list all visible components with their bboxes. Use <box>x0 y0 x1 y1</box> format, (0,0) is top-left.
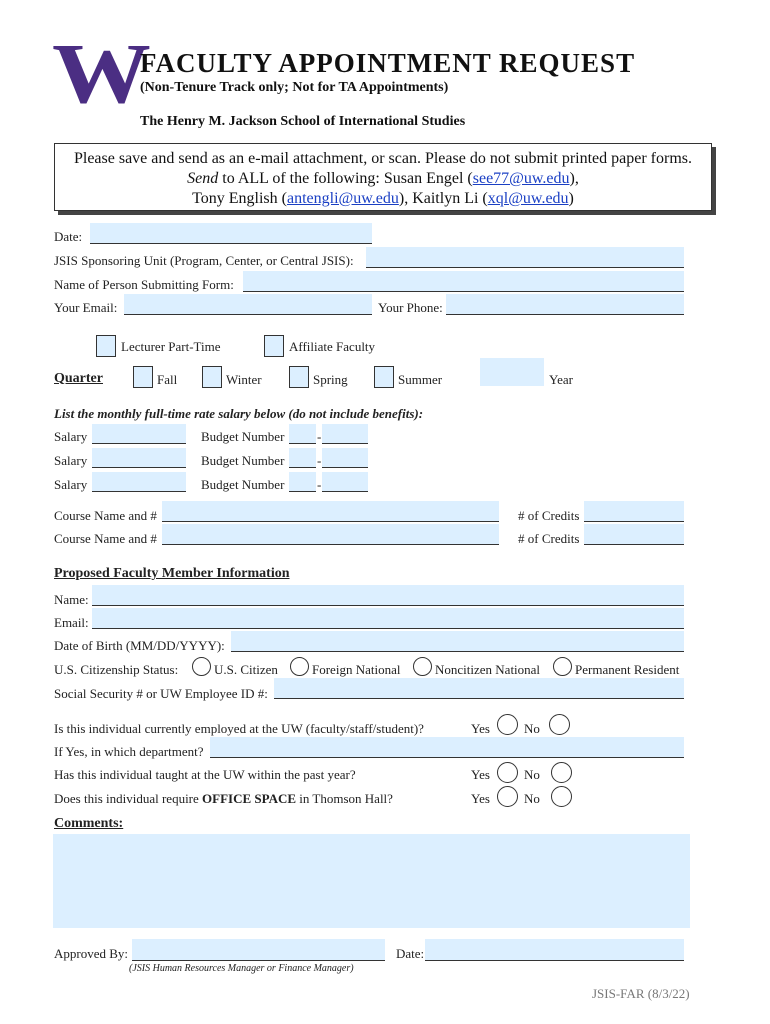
sponsoring-unit-field[interactable] <box>366 247 684 268</box>
year-label: Year <box>549 372 573 387</box>
us-citizen-radio[interactable] <box>192 657 211 676</box>
page-subtitle: (Non-Tenure Track only; Not for TA Appointments) <box>140 80 449 95</box>
email-link-english[interactable]: antengli@uw.edu <box>286 190 399 207</box>
ssn-label: Social Security # or UW Employee ID #: <box>54 686 268 701</box>
email-link-engel[interactable]: see77@uw.edu <box>472 170 570 187</box>
budget-number-suffix-field[interactable] <box>322 424 368 444</box>
office-space-question <box>54 791 393 807</box>
us-citizen-label: U.S. Citizen <box>214 662 278 677</box>
office-question-text: Does this individual require <box>54 791 203 806</box>
your-phone-field[interactable] <box>446 294 684 315</box>
taught-no-radio[interactable] <box>551 762 572 783</box>
affiliate-label: Affiliate Faculty <box>289 339 376 354</box>
page-title: FACULTY APPOINTMENT REQUEST <box>140 48 636 78</box>
department-field[interactable] <box>210 737 684 758</box>
employed-question: Is this individual currently employed at the UW (faculty/staff/student)? <box>54 721 424 736</box>
notice-line-3 <box>55 189 711 209</box>
taught-yes-radio[interactable] <box>497 762 518 783</box>
email-field[interactable] <box>92 608 684 629</box>
salary-field[interactable] <box>92 472 186 492</box>
budget-dash: - <box>317 453 322 468</box>
credits-field[interactable] <box>584 524 684 545</box>
fall-checkbox[interactable] <box>133 366 153 388</box>
credits-label: # of Credits <box>518 508 580 523</box>
school-name: The Henry M. Jackson School of International Studies <box>140 114 466 129</box>
office-no-label: No <box>524 791 540 806</box>
summer-label: Summer <box>398 372 443 387</box>
citizenship-label: U.S. Citizenship Status: <box>54 662 179 677</box>
employed-no-radio[interactable] <box>549 714 570 735</box>
affiliate-checkbox[interactable] <box>264 335 284 357</box>
approval-date-label: Date: <box>396 946 425 961</box>
employed-no-label: No <box>524 721 540 736</box>
budget-number-prefix-field[interactable] <box>289 448 316 468</box>
notice-text: ) <box>568 190 574 207</box>
salary-field[interactable] <box>92 448 186 468</box>
salary-label: Salary <box>54 429 88 444</box>
notice-text: Tony English ( <box>192 190 287 207</box>
dob-label: Date of Birth (MM/DD/YYYY): <box>54 638 225 653</box>
salary-field[interactable] <box>92 424 186 444</box>
credits-label: # of Credits <box>518 531 580 546</box>
notice-line-1: Please save and send as an e-mail attachment, or scan. Please do not submit printed paper forms. <box>73 150 693 167</box>
email-label: Email: <box>54 615 89 630</box>
name-field[interactable] <box>92 585 684 606</box>
notice-text: ), Kaitlyn Li ( <box>398 190 488 207</box>
form-id: JSIS-FAR (8/3/22) <box>592 986 690 1001</box>
permanent-resident-label: Permanent Resident <box>575 662 680 677</box>
office-yes-label: Yes <box>471 791 490 806</box>
date-label: Date: <box>54 229 83 244</box>
comments-textarea[interactable] <box>53 834 690 928</box>
ssn-field[interactable] <box>274 678 684 699</box>
salary-label: Salary <box>54 453 88 468</box>
comments-heading: Comments: <box>54 816 124 831</box>
budget-number-suffix-field[interactable] <box>322 448 368 468</box>
taught-no-label: No <box>524 767 540 782</box>
your-phone-label: Your Phone: <box>378 300 443 315</box>
office-question-text: in Thomson Hall? <box>296 791 393 806</box>
summer-checkbox[interactable] <box>374 366 394 388</box>
fall-label: Fall <box>157 372 178 387</box>
your-email-field[interactable] <box>124 294 372 315</box>
noncitizen-national-radio[interactable] <box>413 657 432 676</box>
office-space-emphasis: OFFICE SPACE <box>202 791 297 806</box>
salary-label: Salary <box>54 477 88 492</box>
faculty-section-heading: Proposed Faculty Member Information <box>54 566 290 581</box>
budget-number-prefix-field[interactable] <box>289 472 316 492</box>
year-field[interactable] <box>480 358 544 386</box>
winter-label: Winter <box>226 372 262 387</box>
budget-number-label: Budget Number <box>201 477 285 492</box>
foreign-national-label: Foreign National <box>312 662 401 677</box>
spring-checkbox[interactable] <box>289 366 309 388</box>
name-label: Name: <box>54 592 89 607</box>
budget-dash: - <box>317 477 322 492</box>
credits-field[interactable] <box>584 501 684 522</box>
dob-field[interactable] <box>231 631 684 652</box>
noncitizen-national-label: Noncitizen National <box>435 662 541 677</box>
course-name-label: Course Name and # <box>54 508 157 523</box>
taught-yes-label: Yes <box>471 767 490 782</box>
budget-number-prefix-field[interactable] <box>289 424 316 444</box>
email-link-li[interactable]: xql@uw.edu <box>487 190 569 207</box>
department-question: If Yes, in which department? <box>54 744 204 759</box>
spring-label: Spring <box>313 372 348 387</box>
uw-logo-letter: W <box>52 25 151 121</box>
submitter-label: Name of Person Submitting Form: <box>54 277 234 292</box>
notice-text: ), <box>569 170 579 187</box>
budget-number-suffix-field[interactable] <box>322 472 368 492</box>
approved-by-field[interactable] <box>132 939 385 961</box>
notice-send-word: Send <box>187 170 219 187</box>
foreign-national-radio[interactable] <box>290 657 309 676</box>
budget-dash: - <box>317 429 322 444</box>
budget-number-label: Budget Number <box>201 453 285 468</box>
approval-date-field[interactable] <box>425 939 684 961</box>
approved-by-label: Approved By: <box>54 946 129 961</box>
office-no-radio[interactable] <box>551 786 572 807</box>
winter-checkbox[interactable] <box>202 366 222 388</box>
submitter-field[interactable] <box>243 271 684 292</box>
quarter-heading: Quarter <box>54 371 103 386</box>
course-name-field[interactable] <box>162 501 499 522</box>
employed-yes-label: Yes <box>471 721 490 736</box>
salary-instruction: List the monthly full-time rate salary below (do not include benefits): <box>54 406 424 421</box>
notice-line-2 <box>55 169 711 189</box>
lecturer-checkbox[interactable] <box>96 335 116 357</box>
sponsoring-unit-label: JSIS Sponsoring Unit (Program, Center, or Central JSIS): <box>54 253 354 268</box>
approver-note: (JSIS Human Resources Manager or Finance Manager) <box>129 963 354 974</box>
your-email-label: Your Email: <box>54 300 118 315</box>
permanent-resident-radio[interactable] <box>553 657 572 676</box>
budget-number-label: Budget Number <box>201 429 285 444</box>
submission-notice <box>54 143 712 211</box>
taught-question: Has this individual taught at the UW within the past year? <box>54 767 356 782</box>
lecturer-label: Lecturer Part-Time <box>121 339 221 354</box>
notice-text: to ALL of the following: Susan Engel ( <box>218 170 473 187</box>
date-field[interactable] <box>90 223 372 244</box>
employed-yes-radio[interactable] <box>497 714 518 735</box>
office-yes-radio[interactable] <box>497 786 518 807</box>
course-name-field[interactable] <box>162 524 499 545</box>
course-name-label: Course Name and # <box>54 531 157 546</box>
uw-logo <box>52 25 151 121</box>
